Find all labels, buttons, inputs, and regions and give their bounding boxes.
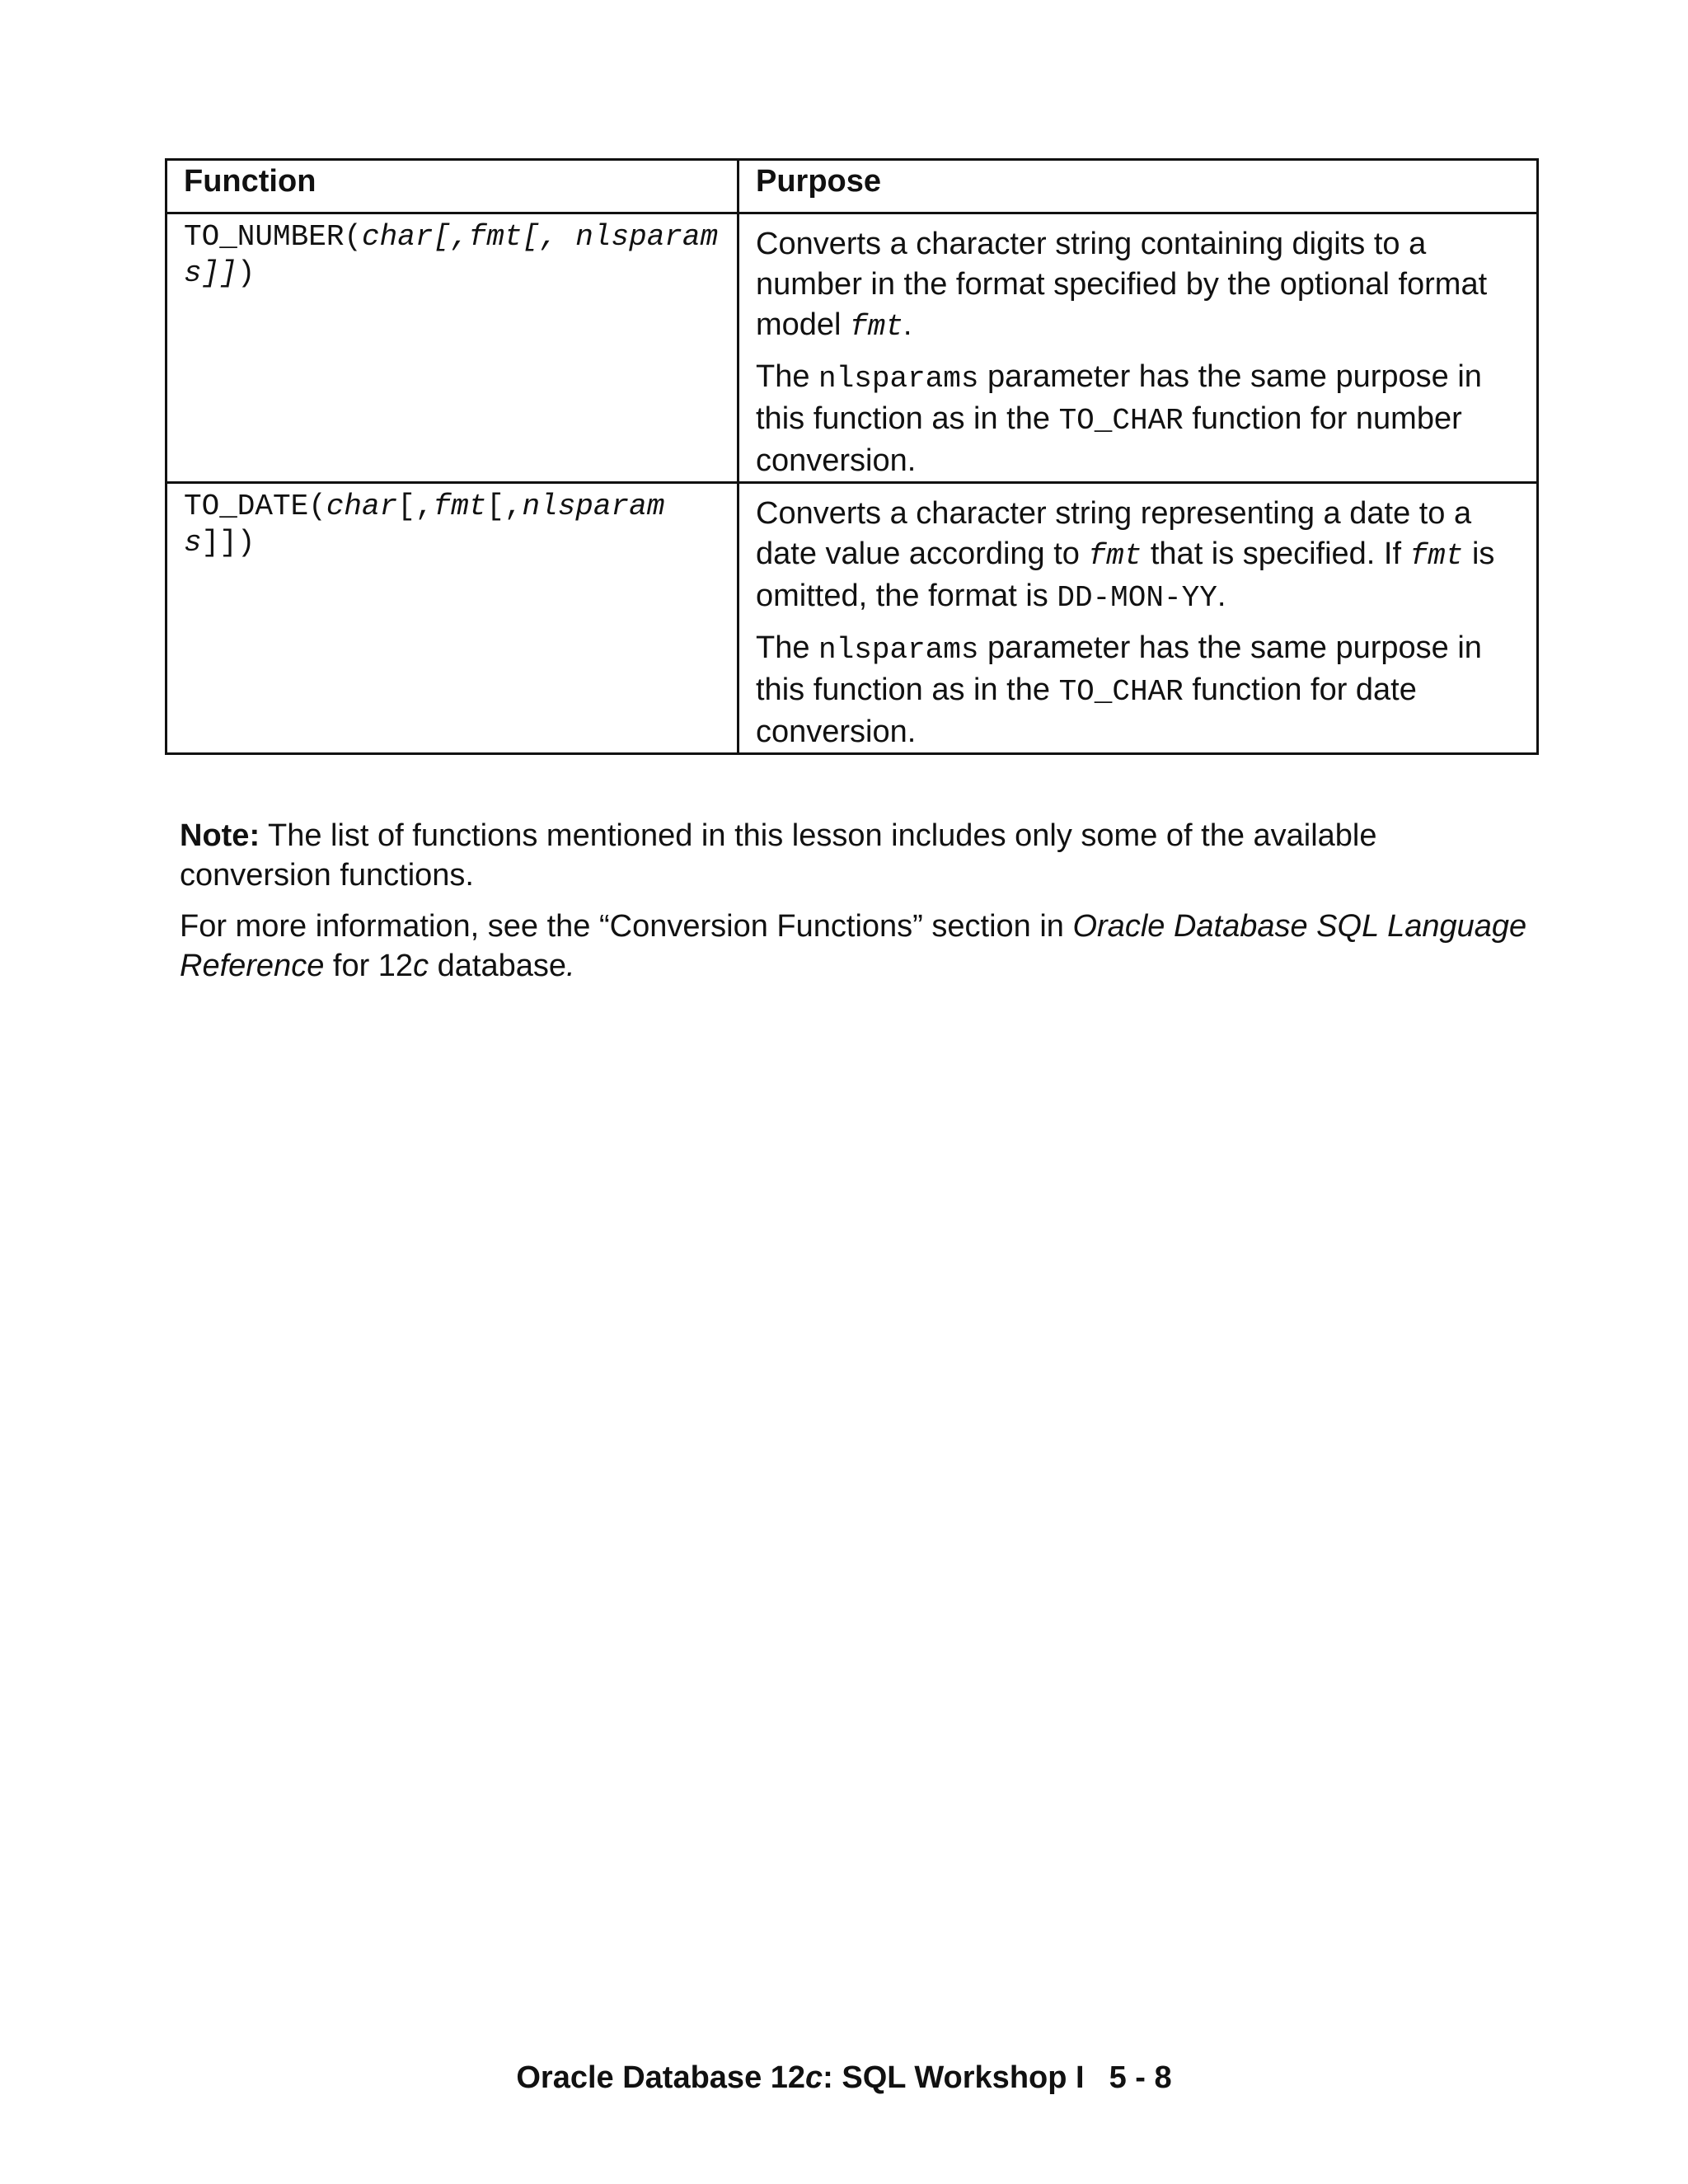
function-to-date: TO_DATE(char[,fmt[,nlsparams]]) bbox=[166, 483, 738, 754]
note-label: Note: bbox=[180, 818, 260, 853]
page-number: 5 - 8 bbox=[1109, 2060, 1172, 2095]
fn-args: char[,fmt[, nlsparams]] bbox=[184, 220, 719, 290]
purpose-paragraph: The nlsparams parameter has the same purpose in this function as in the TO_CHAR function for number conversion. bbox=[756, 359, 1482, 478]
page-footer bbox=[0, 2060, 1688, 2096]
fn-name: TO_NUMBER( bbox=[184, 220, 363, 254]
conversion-functions-table bbox=[165, 158, 1539, 755]
code-to-char: TO_CHAR bbox=[1058, 404, 1184, 438]
notes-section bbox=[180, 816, 1531, 997]
table-header-row bbox=[166, 160, 1538, 213]
note-paragraph: Note: The list of functions mentioned in this lesson includes only some of the available conversion functions. bbox=[180, 818, 1377, 893]
header-function: Function bbox=[166, 160, 738, 213]
more-info-paragraph: For more information, see the “Conversion Functions” section in Oracle Database SQL Language Reference for 12c database. bbox=[180, 909, 1527, 983]
purpose-paragraph: Converts a character string representing a date to a date value according to fmt that is specified. If fmt is omitted, the format is DD-MON-YY. bbox=[756, 496, 1495, 615]
purpose-to-number bbox=[738, 213, 1538, 483]
reference-title: Oracle Database SQL Language Reference bbox=[180, 909, 1527, 983]
footer-title: Oracle Database 12c: SQL Workshop I bbox=[516, 2060, 1085, 2095]
code-date-format: DD-MON-YY bbox=[1057, 581, 1217, 615]
code-to-char: TO_CHAR bbox=[1058, 675, 1184, 709]
header-purpose: Purpose bbox=[738, 160, 1538, 213]
table-row bbox=[166, 213, 1538, 483]
purpose-paragraph: Converts a character string containing digits to a number in the format specified by the optional format model fmt. bbox=[756, 227, 1488, 344]
purpose-to-date bbox=[738, 483, 1538, 754]
table-row bbox=[166, 483, 1538, 754]
fn-close: ) bbox=[237, 256, 256, 290]
code-fmt: fmt bbox=[1088, 539, 1142, 573]
purpose-paragraph: The nlsparams parameter has the same purpose in this function as in the TO_CHAR function for date conversion. bbox=[756, 630, 1482, 749]
code-fmt: fmt bbox=[850, 310, 903, 344]
function-to-number bbox=[166, 213, 738, 483]
code-fmt: fmt bbox=[1409, 539, 1464, 573]
code-nlsparams: nlsparams bbox=[818, 362, 979, 396]
code-nlsparams: nlsparams bbox=[818, 633, 979, 667]
